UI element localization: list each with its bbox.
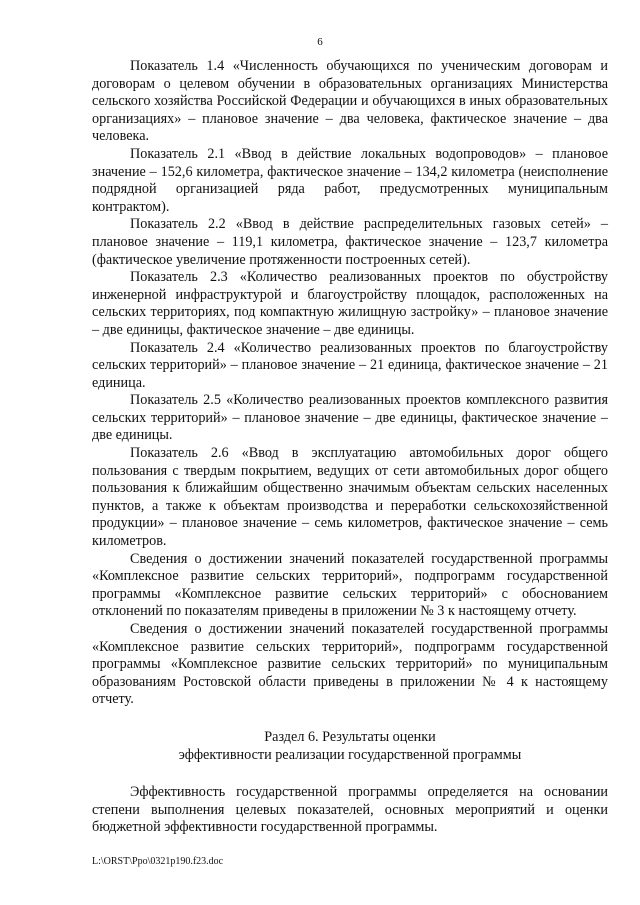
paragraph-appendix-4: Сведения о достижении значений показателей государственной программы «Комплексное развитие сельских территорий», подпрограмм государственной программы «Комплексное развитие сельских территорий» по муниципальным образованиям Ростовской области приведены в приложении № 4 к настоящему отчету. [92,621,608,708]
file-path-footer: L:\ORST\Ppo\0321p190.f23.doc [92,856,224,867]
paragraph-indicator-2-6: Показатель 2.6 «Ввод в эксплуатацию автомобильных дорог общего пользования с твердым покрытием, ведущих от сети автомобильных дорог общего пользования к ближайшим общественно значимым объектам сельских населенных пунктов, а также к объектам производства и переработки сельскохозяйственной продукции» – плановое значение – семь километров, фактическое значение – семь километров. [92,445,608,550]
paragraph-indicator-1-4: Показатель 1.4 «Численность обучающихся по ученическим договорам и договорам о целевом обучении в образовательных организациях Министерства сельского хозяйства Российской Федерации и обучающихся в иных образовательных организациях» – плановое значение – два человека, фактическое значение – два человека. [92,58,608,145]
paragraph-indicator-2-4: Показатель 2.4 «Количество реализованных проектов по благоустройству сельских территорий» – плановое значение – 21 единица, фактическое значение – 21 единица. [92,339,608,391]
section-title-line-1: Раздел 6. Результаты оценки [264,728,436,745]
page-number: 6 [317,36,323,48]
section-title-line-2: эффективности реализации государственной программы [178,746,522,763]
paragraph-appendix-3: Сведения о достижении значений показателей государственной программы «Комплексное развитие сельских территорий», подпрограмм государственной программы «Комплексное развитие сельских территорий» с обоснованием отклонений по показателям приведены в приложении № 3 к настоящему отчету. [92,550,608,620]
paragraph-indicator-2-5: Показатель 2.5 «Количество реализованных проектов комплексного развития сельских территорий» – плановое значение – две единицы, фактическое значение – две единицы. [92,392,608,444]
paragraph-efficiency: Эффективность государственной программы определяется на основании степени выполнения целевых показателей, основных мероприятий и оценки бюджетной эффективности государственной программы. [92,784,608,836]
paragraph-indicator-2-2: Показатель 2.2 «Ввод в действие распределительных газовых сетей» – плановое значение – 119,1 километра, фактическое значение – 123,7 километра (фактическое увеличение протяженности построенных сетей). [92,216,608,268]
paragraph-indicator-2-1: Показатель 2.1 «Ввод в действие локальных водопроводов» – плановое значение – 152,6 километра, фактическое значение – 134,2 километра (неисполнение подрядной организацией ряда работ, предусмотренных муниципальным контрактом). [92,145,608,215]
section-heading [92,729,608,764]
paragraph-indicator-2-3: Показатель 2.3 «Количество реализованных проектов по обустройству инженерной инфраструктурой и благоустройству площадок, расположенных на сельских территориях, под компактную жилищную застройку» – плановое значение – две единицы, фактическое значение – две единицы. [92,269,608,338]
document-body [92,58,608,837]
